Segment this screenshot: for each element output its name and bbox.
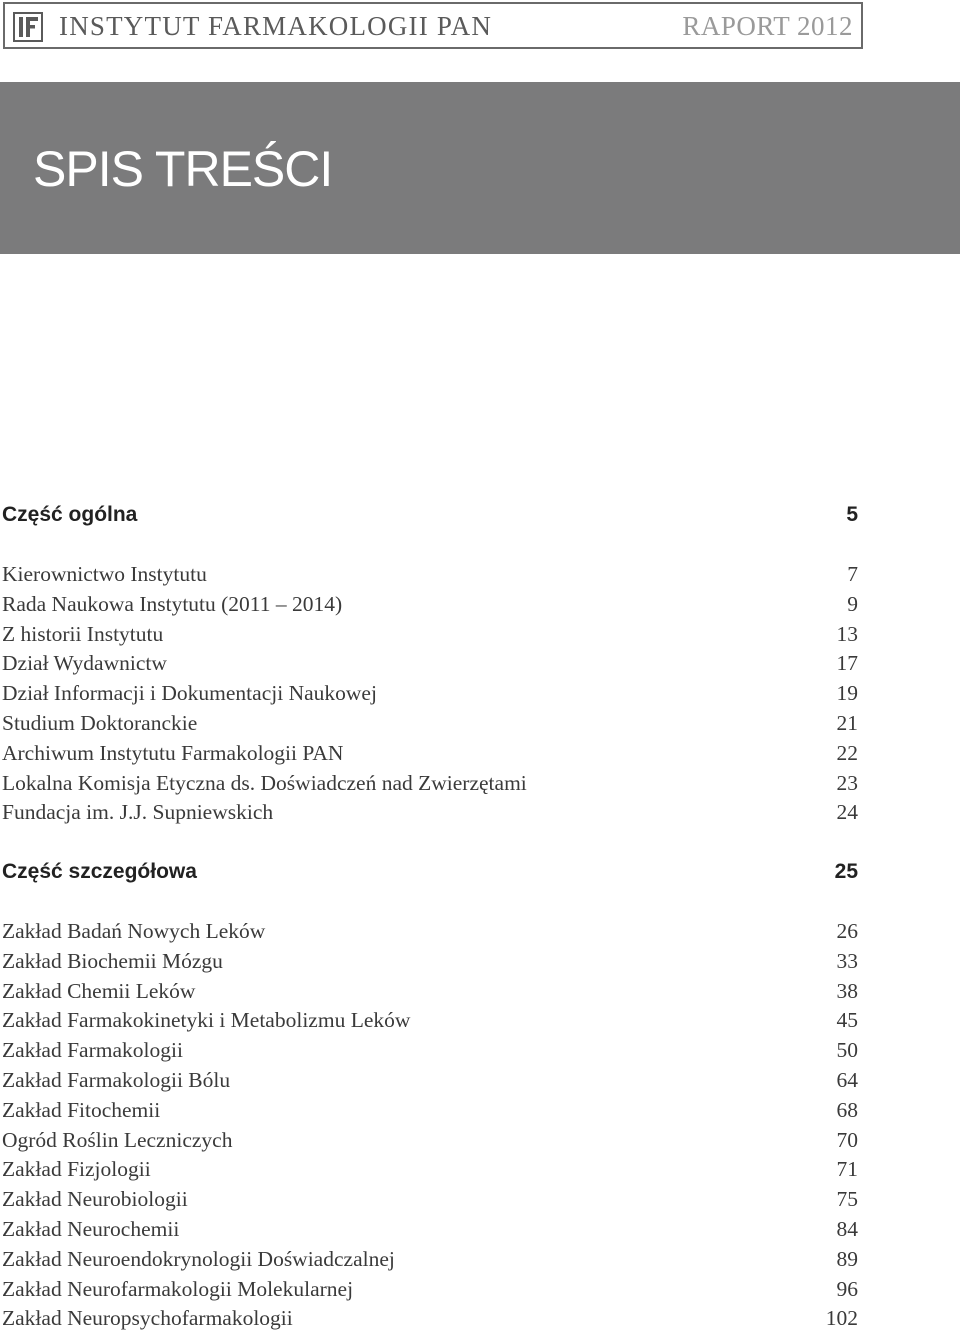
toc-entry-page: 23 bbox=[836, 770, 858, 795]
toc-entry-label: Zakład Biochemii Mózgu bbox=[2, 948, 223, 973]
toc-section-heading bbox=[2, 860, 858, 884]
toc-entry-page: 102 bbox=[825, 1306, 858, 1331]
toc-entry bbox=[2, 1128, 858, 1153]
toc-entry-label: Zakład Fitochemii bbox=[2, 1097, 161, 1122]
toc-entry bbox=[2, 741, 858, 766]
toc-entry bbox=[2, 592, 858, 617]
toc-entry bbox=[2, 979, 858, 1004]
toc-entry-page: 33 bbox=[836, 948, 858, 973]
toc-entry bbox=[2, 1247, 858, 1272]
toc-entry-page: 75 bbox=[836, 1187, 858, 1212]
toc-entry-page: 70 bbox=[836, 1127, 858, 1152]
toc-entry-page: 7 bbox=[847, 562, 858, 586]
toc-entry bbox=[2, 651, 858, 676]
toc-entry-label: Zakład Neurobiologii bbox=[2, 1187, 188, 1212]
toc-entry-page: 38 bbox=[836, 978, 858, 1003]
toc-entry bbox=[2, 622, 858, 647]
toc-entry bbox=[2, 1157, 858, 1182]
toc-entry bbox=[2, 800, 858, 825]
toc-section-label: Część ogólna bbox=[2, 503, 138, 526]
toc-entry-page: 89 bbox=[836, 1246, 858, 1271]
title-band bbox=[0, 82, 960, 254]
toc-entry-page: 17 bbox=[836, 651, 858, 676]
toc-entry-page: 68 bbox=[836, 1097, 858, 1122]
toc-entry-label: Rada Naukowa Instytutu (2011 – 2014) bbox=[2, 591, 343, 616]
toc-entry-label: Studium Doktoranckie bbox=[2, 711, 198, 735]
toc-entry-page: 13 bbox=[836, 621, 858, 646]
toc-entry bbox=[2, 1038, 858, 1063]
toc-entry-label: Zakład Neuropsychofarmakologii bbox=[2, 1306, 293, 1331]
toc-entry bbox=[2, 1008, 858, 1033]
toc-entry-label: Zakład Neuroendokrynologii Doświadczalnej bbox=[2, 1246, 395, 1271]
toc-entry-label: Zakład Badań Nowych Leków bbox=[2, 919, 266, 943]
toc-entry bbox=[2, 1098, 858, 1123]
toc-entry-page: 64 bbox=[836, 1068, 858, 1092]
toc-entry-label: Fundacja im. J.J. Supniewskich bbox=[2, 800, 274, 825]
toc-entry bbox=[2, 1068, 858, 1093]
toc-entry-label: Zakład Fizjologii bbox=[2, 1157, 151, 1182]
toc-section-label: Część szczegółowa bbox=[2, 860, 197, 883]
toc-entry-page: 45 bbox=[836, 1008, 858, 1033]
toc-entry-label: Kierownictwo Instytutu bbox=[2, 562, 207, 586]
toc-entry-page: 9 bbox=[847, 591, 858, 616]
toc-entry bbox=[2, 711, 858, 736]
toc-entry-label: Zakład Neurochemii bbox=[2, 1217, 180, 1241]
toc-entry bbox=[2, 562, 858, 587]
toc-entry-page: 84 bbox=[836, 1217, 858, 1241]
institute-name: INSTYTUT FARMAKOLOGII PAN bbox=[59, 11, 493, 41]
toc-entry-label: Zakład Farmakokinetyki i Metabolizmu Leków bbox=[2, 1008, 411, 1033]
toc-entry bbox=[2, 919, 858, 944]
toc-entry bbox=[2, 1277, 858, 1302]
toc-entry-label: Lokalna Komisja Etyczna ds. Doświadczeń nad Zwierzętami bbox=[2, 770, 527, 795]
toc-entry-label: Z historii Instytutu bbox=[2, 621, 164, 646]
toc-entry-page: 22 bbox=[836, 740, 858, 765]
toc-entry bbox=[2, 681, 858, 706]
toc-entry-page: 71 bbox=[836, 1157, 858, 1182]
document-header bbox=[3, 2, 863, 49]
toc-entry-label: Zakład Farmakologii Bólu bbox=[2, 1068, 231, 1092]
toc-entry-page: 21 bbox=[836, 711, 858, 735]
institute-logo-icon bbox=[13, 12, 43, 42]
toc-entry bbox=[2, 949, 858, 974]
toc-section-page: 25 bbox=[834, 860, 858, 883]
toc-entry-page: 19 bbox=[836, 681, 858, 706]
toc-entry-label: Ogród Roślin Leczniczych bbox=[2, 1127, 233, 1152]
toc-entry bbox=[2, 1217, 858, 1242]
toc-entry-page: 26 bbox=[836, 919, 858, 943]
toc-entry-page: 96 bbox=[836, 1276, 858, 1301]
toc-entry-label: Zakład Neurofarmakologii Molekularnej bbox=[2, 1276, 354, 1301]
toc-entry-page: 50 bbox=[836, 1038, 858, 1063]
page-title: SPIS TREŚCI bbox=[33, 141, 333, 197]
toc-entry bbox=[2, 771, 858, 796]
toc-section-heading bbox=[2, 503, 858, 527]
toc-entry-label: Dział Wydawnictw bbox=[2, 651, 167, 676]
toc-entry-label: Zakład Chemii Leków bbox=[2, 978, 196, 1003]
toc-entry-label: Archiwum Instytutu Farmakologii PAN bbox=[2, 740, 344, 765]
toc-entry bbox=[2, 1306, 858, 1331]
toc-entry bbox=[2, 1187, 858, 1212]
toc-entry-page: 24 bbox=[836, 800, 858, 825]
report-label: RAPORT 2012 bbox=[682, 11, 853, 41]
toc-section-page: 5 bbox=[846, 503, 858, 526]
toc-entry-label: Zakład Farmakologii bbox=[2, 1038, 183, 1063]
toc-entry-label: Dział Informacji i Dokumentacji Naukowej bbox=[2, 681, 377, 706]
